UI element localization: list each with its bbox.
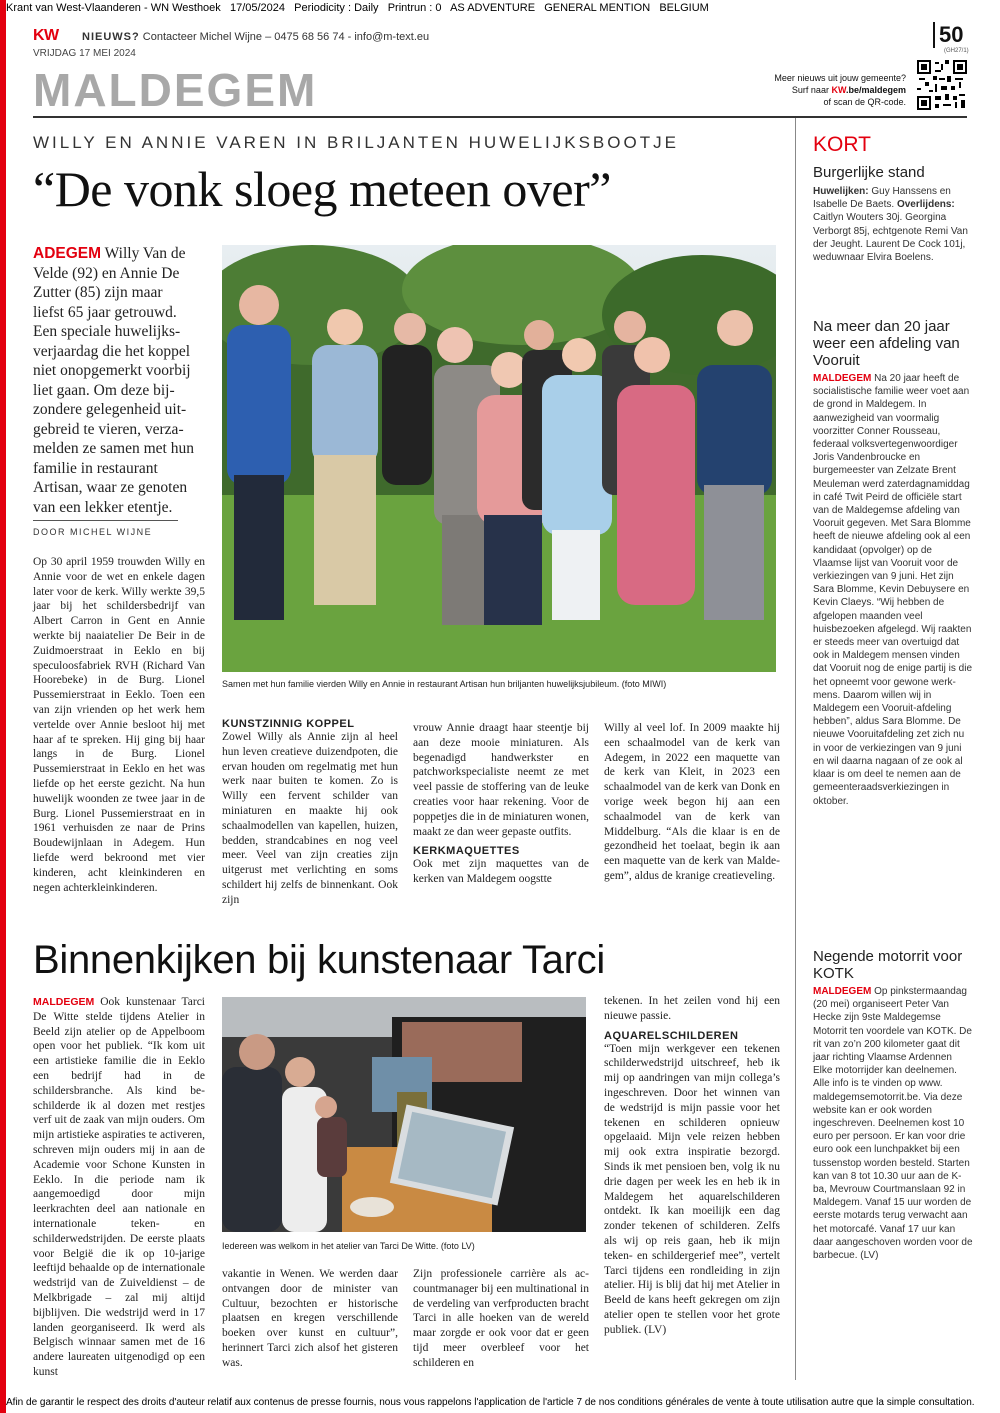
sidebar-item-vooruit [813, 318, 973, 808]
artist-studio-photo [222, 997, 586, 1232]
sidebar-text [813, 185, 973, 264]
article2-headline: Binnenkijken bij kunstenaar Tarci [33, 938, 605, 982]
left-margin-bar [0, 0, 6, 1413]
subheading: AQUARELSCHILDEREN [604, 1029, 739, 1042]
column-text: Zowel Willy als Annie zijn al heel hun leven creatieve duizendpoten, die ervan houden om regelmatig met hun werk naar buiten te komen. Zo is Willy een fervent schilder van miniaturen en maakte hij ook schaalmodellen van kapellen, huizen, bedden, strandcabines en nog veel meer. Veel van zijn creaties zijn uitgerust met verlichting en soms schildert hij zelfs de binnenkant. Ook zijn [222, 731, 398, 906]
article-headline: “De vonk sloeg meteen over” [33, 161, 611, 217]
sidebar-label: KORT [813, 133, 871, 156]
article2-column-4 [604, 994, 780, 1338]
location-tag: MALDEGEM [33, 996, 95, 1008]
article2-column-2: vakantie in Wenen. We werden daar ontvangen door de minister van Cultuur, bezochten er historische plaatsen en kregen verschillende boeken over kunst en cultuur”, herinnert Tarci zich alsof het gisteren was. [222, 1268, 398, 1369]
column-text: “Toen mijn werkgever een tekenen schilderwedstrijd uitschreef, heb ik mij op aandringen van mijn collega’s ingeschreven. Door het winnen van de wedstrijd is mijn passie voor het tekenen en schilderen opnieuw opgelaaid. Mijn vele reizen hebben mij ook extra inspiratie bezorgd. Sinds ik met pensioen ben, volg ik nu drie dagen per week les en heb ik in Maldegem het aquarelschilderen ontdekt. Ik kan moeilijk een dag zonder tekenen of schilderen. Zelfs als wij op reis gaan, heb ik mijn teken- en schildergerief mee”, vertelt Tarci tijdens een rondleiding in zijn atelier. Hij is blij dat hij met Atelier in Beeld de kans heeft gekregen om zijn atelier open te stellen voor het grote publiek. (LV) [604, 1042, 780, 1336]
page-code: (GH27/1) [944, 48, 969, 54]
column-text: Ook kunstenaar Tarci De Witte stelde tijdens Atelier in Beeld zijn atelier op de Appelboom open voor het publiek. “Ik kom uit een artistieke familie die in Eeklo een bedrijf had in de schildersbranche. Als kind beschilderde ik al dozen met restjes verf uit de zaak van mijn ouders. Om mijn artistieke aspiraties te activeren, schreven mijn ouders mij in aan de Academie voor Schone Kunsten in Eeklo. In die periode nam ik aangemoedigd door mijn leerkrachten deel aan nationale en internationale teken- en schilderwedstrijden. De eerste plaats voor België die ik op 10-jarige leeftijd behaalde op de internationale wedstrijd van de Zuiveldienst – de Melkbrigade – zal mij altijd bijblijven. Die wedstrijd werd in 17 landen georganiseerd. Ik werd als Belgisch winnaar samen met de 16 andere laureaten uitgenodigd op een kunst [33, 996, 206, 1378]
qr-promo-line: Surf naar KW.be/maldegem [791, 85, 906, 95]
qr-link-path: .be/maldegem [845, 85, 906, 95]
article-column-1: Op 30 april 1959 trouwden Willy en Annie voor de wet en enkele dagen later voor de kerk. Willy werkte 39,5 jaar bij het schildersbedrijf van Albert Carron in Gent en Annie werkte bij naaiatelier De Beir in de Zuidmoerstraat in Eeklo en bij speculoosfabriek RVH (Richard Van Hoorebeke) in de Burg. Lionel Pussemierstraat in Eeklo. Toen een van zijn vrienden op het werk hem vertelde over Annie besloot hij met haar af te spreken. Hij ging bij haar langs in de Burg. Lionel Pussemierstraat in Eeklo en het was liefde op het eerste gezicht. Na hun huwelijk woonden ze twee jaar in de Burg. Lionel Pussemierstraat en in 1961 verhuisden ze naar de Prins Boudewijnlaan in Adegem. Hun liefde werd bekroond met vier kinderen, acht kleinkinderen en negen achterkleinkinderen. [33, 556, 205, 894]
column-divider [795, 118, 796, 1380]
sidebar-value: Na 20 jaar heeft de socialistische familie weer voet aan de grond in Maldegem. In aanwezigheid van voormalig voorzitter Conner Rousseau, federaal volksvertegenwoordiger Joris Vandenbroucke en burgemeester van Zelzate Brent Meuleman werd zaterdagnamiddag in café Twit Peird de officiële start van de Maldegemse afdeling van Vooruit gegeven. Met Sara Blomme heeft de nieuwe afdeling ook al een kandidaat (opvolger) op de Vlaamse lijst van Vooruit voor de verkiezingen van 9 juni. Het zijn Sara Blomme, Kevin Debuysere en Kevin Claeys. “Wij hebben de afgelopen maanden veel huisbezoeken afgelegd. Wij raakten er steeds meer van overtuigd dat ook in Maldegem mensen vinden dat Vooruit nog de enige partij is die het opneemt voor gewone werkmens. Daarom willen wij in Maldegem een Vooruit-afdeling hebben”, aldus Sara Blomme. De nieuwe Vooruitafdeling zet zich nu in voor de verkiezingen van 9 juni en wil daarna nagaan of ze ook al klaar is om deel te nemen aan de gemeenteraadsverkiezingen in oktober. [813, 373, 972, 807]
qr-promo-text [746, 72, 906, 108]
sidebar-item-civil-registry [813, 164, 973, 264]
sidebar-heading: Na meer dan 20 jaar weer een afdeling van Vooruit [813, 318, 960, 369]
column-text: Ook met zijn maquettes van de kerken van Maldegem oogstte [413, 858, 589, 886]
subheading: KUNSTZINNIG KOPPEL [222, 718, 355, 730]
sidebar-value: Guy Hanssens en Isabelle De Baets. [813, 186, 951, 211]
photo-caption: Samen met hun familie vierden Willy en Annie in restaurant Artisan hun briljanten huwelijksjubileum. (foto MIWI) [222, 679, 667, 689]
section-title: MALDEGEM [33, 64, 318, 116]
article2-column-1 [33, 995, 205, 1380]
column-text: tekenen. In het zeilen vond hij een nieuwe passie. [604, 995, 780, 1022]
sidebar-label-deaths: Overlijdens: [896, 199, 955, 211]
location-tag: ADEGEM [33, 245, 102, 262]
article-intro [33, 244, 195, 517]
sidebar-text [813, 985, 973, 1262]
location-tag: MALDEGEM [813, 373, 872, 384]
sidebar-heading: Burgerlijke stand [813, 164, 925, 181]
sidebar-value: Caitlyn Wouters 30j. Georgina Verborgt 85j, echtgenote Remi Van der Jeught. Laurent De Cock 101j, weduwnaar Elvira Boelens. [813, 212, 968, 264]
subheading: KERKMAQUETTES [413, 845, 520, 858]
issue-date: VRIJDAG 17 MEI 2024 [33, 48, 136, 59]
intro-text: Willy Van de Velde (92) en Annie De Zutter (85) zijn maar liefst 65 jaar getrouwd. Een speciale huwelijksverjaardag die het koppel niet onopgemerkt voorbij liet gaan. Om deze bijzondere gelegenheid uitgebreid te vieren, verzamelden ze samen met hun familie in restaurant Artisan, waar ze genoten van een lekker etentje. [33, 245, 194, 516]
family-group-photo [222, 245, 776, 672]
news-label: NIEUWS? [82, 31, 140, 43]
article-kicker: WILLY EN ANNIE VAREN IN BRILJANTEN HUWELIJKSBOOTJE [33, 133, 679, 152]
article-column-2 [222, 718, 398, 908]
sidebar-heading: Negende motorrit voor KOTK [813, 948, 963, 982]
sidebar-value: Op pinkstermaandag (20 mei) organiseert Peter Van Hecke zijn 9ste Maldegemse Motorrit ten voordele van KOTK. De rit van zo’n 200 kilometer gaat dit jaar richting Vlaamse Ardennen Elke motorrijder kan deelnemen. Alle info is te vinden op www. maldegemsemotorrit.be. Via deze website kan er ook worden ingeschreven. Deelnemen kost 10 euro per persoon. Er kan voor drie euro ook een lunchpakket bij een tussenstop worden besteld. Starten kan van 8 tot 10.30 uur aan de K-ba, Mevrouw Courtmanslaan 92 in Maldegem. Vanaf 15 uur worden de eerste motards terug verwacht aan het motorcafé. Vanaf 17 uur kan daar aangeschoven worden voor de barbecue. (LV) [813, 986, 973, 1262]
contact-line [82, 31, 429, 43]
contact-text: Contacteer Michel Wijne – 0475 68 56 74 - info@m-text.eu [142, 31, 430, 43]
location-tag: MALDEGEM [813, 986, 872, 997]
column-text: vrouw Annie draagt haar steentje bij aan deze mooie miniaturen. Als begenadigd handwerkster en patchworkspecialiste neemt ze met veel passie de stoffering van de leuke creaties voor haar rekening. Voor de poppetjes die in de miniaturen wonen, maakt ze dan weer gepaste outfits. [413, 722, 589, 838]
article-column-3 [413, 721, 589, 887]
copyright-footer: Afin de garantir le respect des droits d'auteur relatif aux contenus de presse fournis, nous vous rappelons l'application de l'article 7 de nos conditions générales de vente à toute utilisation autre que la simple consultation. [6, 1397, 975, 1408]
qr-promo-line: Meer nieuws uit jouw gemeente? [774, 73, 906, 83]
article-column-4: Willy al veel lof. In 2009 maakte hij een schaalmodel van de kerk van Adegem, in 2022 een maquette van de kerk van Kleit, in 2023 een schaalmodel van de kerk van Donk en vorige week begon hij aan een schaalmodel van de kerk van Middelburg. “Als die klaar is en de gezondheid het toelaat, begin ik aan een maquette van de kerk van Maldegem”, aldus de kranige creatieveling. [604, 722, 780, 882]
sidebar-label-marriages: Huwelijken: [813, 186, 869, 197]
kw-logo: KW [33, 27, 59, 44]
clipping-metadata: Krant van West-Vlaanderen - WN Westhoek 17/05/2024 Periodicity : Daily Printrun : 0 AS ADVENTURE GENERAL MENTION BELGIUM [6, 2, 709, 14]
page-number: 50 [933, 22, 963, 48]
qr-code-icon[interactable] [917, 60, 967, 110]
qr-promo-line: of scan de QR-code. [823, 97, 906, 107]
qr-link-brand: KW [831, 85, 846, 95]
header-rule [33, 116, 967, 118]
photo-caption: Iedereen was welkom in het atelier van Tarci De Witte. (foto LV) [222, 1241, 475, 1251]
sidebar-item-motorrit [813, 948, 973, 1262]
sidebar-text [813, 372, 973, 808]
article2-column-3: Zijn professionele carrière als accountmanager bij een multinational in de verdeling van verfproducten bracht Tarci in alle hoeken van de wereld maar zorgde er ook voor dat er geen tijd meer overbleef voor het schilderen en [413, 1268, 589, 1369]
byline: DOOR MICHEL WIJNE [33, 520, 178, 537]
